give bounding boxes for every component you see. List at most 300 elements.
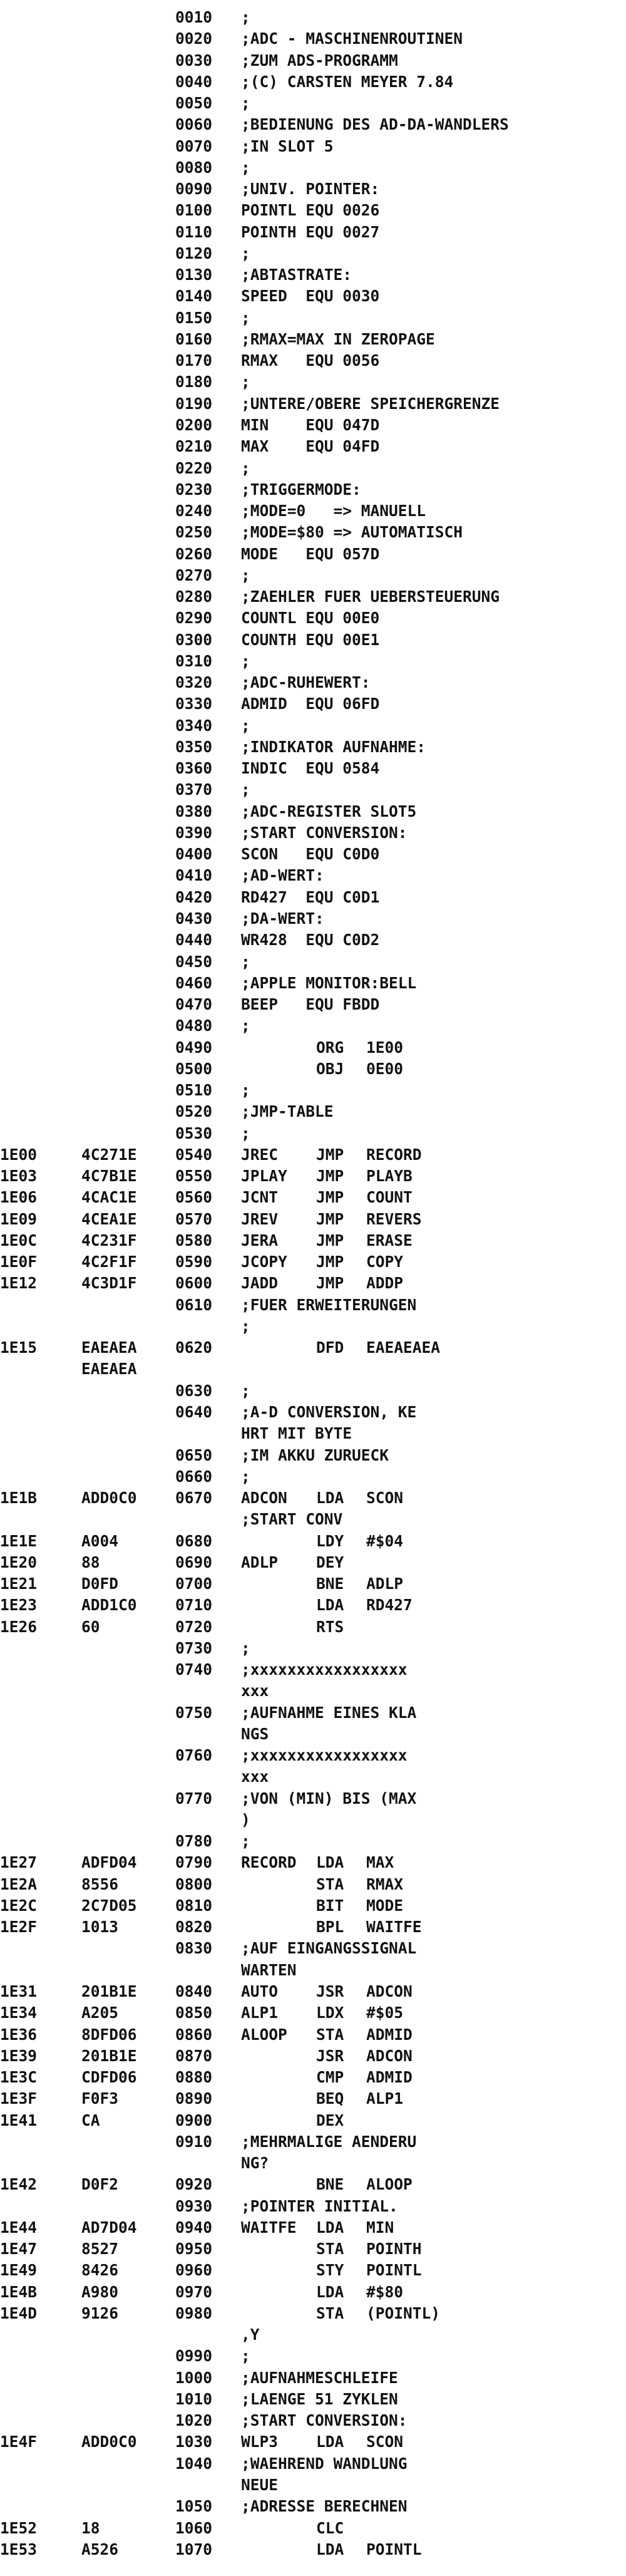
hex-bytes: 9126 <box>81 2304 119 2322</box>
hex-bytes: ADFD04 <box>81 1853 137 1872</box>
source-text: ; <box>241 1832 250 1851</box>
address: 1E39 <box>0 2046 38 2065</box>
line-number: 0430 <box>175 909 213 928</box>
source-text: HRT MIT BYTE <box>241 1424 352 1443</box>
mnemonic: LDA <box>316 1489 344 1507</box>
listing-line <box>0 2026 626 2044</box>
line-number: 0760 <box>175 1746 213 1765</box>
listing-line <box>0 1489 626 1507</box>
mnemonic: ORG <box>316 1038 344 1057</box>
operand: COPY <box>366 1253 404 1271</box>
listing-line <box>0 438 626 455</box>
hex-bytes: 1013 <box>81 1918 119 1937</box>
address: 1E41 <box>0 2111 38 2129</box>
listing-line <box>0 460 626 477</box>
address: 1E31 <box>0 1982 38 2000</box>
line-number: 0570 <box>175 1209 213 1228</box>
line-number: 0770 <box>175 1789 213 1808</box>
listing-line <box>0 2347 626 2365</box>
hex-bytes: ADD0C0 <box>81 1489 137 1507</box>
source-text: ;MODE=0 => MANUELL <box>241 502 426 520</box>
line-number: 0980 <box>175 2304 213 2322</box>
source-text: COUNTH EQU 00E1 <box>241 630 380 649</box>
hex-bytes: AD7D04 <box>81 2218 137 2237</box>
listing-line <box>0 9 626 26</box>
listing-line <box>0 1167 626 1185</box>
hex-bytes: D0F2 <box>81 2175 119 2194</box>
line-number: 0250 <box>175 523 213 542</box>
listing-line <box>0 2476 626 2494</box>
source-text: ;ADRESSE BERECHNEN <box>241 2497 408 2516</box>
hex-bytes: F0F3 <box>81 2089 119 2108</box>
source-text: ;ADC - MASCHINENROUTINEN <box>241 29 463 48</box>
address: 1E36 <box>0 2025 38 2044</box>
hex-bytes: 4C7B1E <box>81 1167 137 1186</box>
listing-line <box>0 2284 626 2301</box>
mnemonic: DFD <box>316 1338 344 1357</box>
label: AUTO <box>241 1982 279 2000</box>
mnemonic: JMP <box>316 1209 344 1228</box>
listing-line <box>0 717 626 735</box>
operand: MIN <box>366 2218 394 2237</box>
line-number: 0350 <box>175 737 213 756</box>
line-number: 0420 <box>175 887 213 906</box>
line-number: 0010 <box>175 8 213 26</box>
line-number: 0780 <box>175 1832 213 1851</box>
label: WAITFE <box>241 2218 297 2237</box>
listing-line <box>0 975 626 992</box>
operand: #$80 <box>366 2282 404 2301</box>
line-number: 0220 <box>175 458 213 477</box>
line-number: 0130 <box>175 266 213 284</box>
mnemonic: JSR <box>316 2046 344 2065</box>
hex-bytes: 18 <box>81 2518 100 2537</box>
listing-line <box>0 2455 626 2473</box>
listing-line <box>0 760 626 777</box>
mnemonic: CMP <box>316 2068 344 2086</box>
source-text: ; <box>241 651 250 670</box>
line-number: 0670 <box>175 1489 213 1507</box>
mnemonic: BPL <box>316 1918 344 1937</box>
listing-line <box>0 2520 626 2537</box>
listing-line <box>0 2176 626 2193</box>
mnemonic: STA <box>316 2240 344 2258</box>
address: 1E42 <box>0 2175 38 2194</box>
label: ALP1 <box>241 2004 279 2022</box>
listing-line <box>0 1468 626 1486</box>
line-number: 0700 <box>175 1575 213 1593</box>
source-text: ,Y <box>241 2325 260 2344</box>
address: 1E03 <box>0 1167 38 1186</box>
line-number: 0510 <box>175 1081 213 1099</box>
line-number: 1010 <box>175 2389 213 2408</box>
listing-line <box>0 1833 626 1850</box>
source-text: ;START CONVERSION: <box>241 2411 408 2430</box>
line-number: 0970 <box>175 2282 213 2301</box>
line-number: 0960 <box>175 2261 213 2280</box>
hex-bytes: A526 <box>81 2540 119 2558</box>
address: 1E26 <box>0 1617 38 1636</box>
listing-line <box>0 1790 626 1808</box>
address: 1E15 <box>0 1338 38 1357</box>
line-number: 0090 <box>175 180 213 199</box>
line-number: 0470 <box>175 995 213 1013</box>
source-text: ;START CONV <box>241 1510 343 1529</box>
line-number: 0660 <box>175 1467 213 1486</box>
listing-line <box>0 373 626 391</box>
operand: MODE <box>366 1896 404 1915</box>
address: 1E4F <box>0 2433 38 2451</box>
address: 1E09 <box>0 1209 38 1228</box>
listing-line <box>0 1575 626 1593</box>
mnemonic: LDA <box>316 2433 344 2451</box>
line-number: 0580 <box>175 1231 213 1249</box>
listing-line <box>0 2112 626 2129</box>
operand: ADCON <box>366 2046 413 2065</box>
operand: ADLP <box>366 1575 404 1593</box>
mnemonic: JMP <box>316 1253 344 1271</box>
listing-line <box>0 159 626 177</box>
hex-bytes: 8DFD06 <box>81 2025 137 2044</box>
source-text: MODE EQU 057D <box>241 544 380 563</box>
listing-line <box>0 588 626 606</box>
mnemonic: JSR <box>316 1982 344 2000</box>
line-number: 0490 <box>175 1038 213 1057</box>
listing-line <box>0 1017 626 1035</box>
mnemonic: JMP <box>316 1167 344 1186</box>
hex-bytes: EAEAEA <box>81 1338 137 1357</box>
line-number: 0540 <box>175 1145 213 1164</box>
line-number: 0870 <box>175 2046 213 2065</box>
listing-line <box>0 1640 626 1657</box>
source-text: INDIC EQU 0584 <box>241 759 380 778</box>
listing-line <box>0 1360 626 1378</box>
line-number: 0790 <box>175 1853 213 1872</box>
address: 1E2F <box>0 1918 38 1937</box>
line-number: 1000 <box>175 2368 213 2387</box>
listing-line <box>0 2326 626 2344</box>
hex-bytes: 4C271E <box>81 1145 137 1164</box>
source-text: RD427 EQU C0D1 <box>241 887 380 906</box>
listing-line <box>0 803 626 820</box>
listing-line <box>0 1082 626 1099</box>
listing-line <box>0 266 626 284</box>
listing-line <box>0 1275 626 1292</box>
hex-bytes: 88 <box>81 1553 100 1571</box>
listing-line <box>0 2391 626 2408</box>
hex-bytes: 60 <box>81 1617 100 1636</box>
address: 1E4D <box>0 2304 38 2322</box>
line-number: 0060 <box>175 115 213 134</box>
listing-line <box>0 1125 626 1142</box>
listing-line <box>0 331 626 348</box>
mnemonic: LDA <box>316 1853 344 1872</box>
source-text: ;UNIV. POINTER: <box>241 180 380 199</box>
line-number: 0680 <box>175 1531 213 1550</box>
hex-bytes: EAEAEA <box>81 1360 137 1379</box>
label: JREV <box>241 1209 279 1228</box>
address: 1E52 <box>0 2518 38 2537</box>
line-number: 0520 <box>175 1102 213 1121</box>
operand: ADMID <box>366 2068 413 2086</box>
line-number: 1070 <box>175 2540 213 2558</box>
hex-bytes: 4C2F1F <box>81 1253 137 1271</box>
source-text: ;ABTASTRATE: <box>241 266 352 284</box>
source-text: ; <box>241 1081 250 1099</box>
source-text: ; <box>241 1638 250 1657</box>
listing-line <box>0 2133 626 2151</box>
mnemonic: STA <box>316 1875 344 1893</box>
line-number: 0320 <box>175 673 213 692</box>
address: 1E2C <box>0 1896 38 1915</box>
line-number: 0150 <box>175 308 213 327</box>
listing-line <box>0 395 626 413</box>
source-text: ;TRIGGERMODE: <box>241 480 361 499</box>
source-text: ;ZUM ADS-PROGRAMM <box>241 51 398 70</box>
line-number: 0810 <box>175 1896 213 1915</box>
line-number: 0590 <box>175 1253 213 1271</box>
address: 1E20 <box>0 1553 38 1571</box>
hex-bytes: 4C231F <box>81 1231 137 1249</box>
line-number: 0800 <box>175 1875 213 1893</box>
line-number: 0930 <box>175 2196 213 2215</box>
listing-line <box>0 1189 626 1206</box>
line-number: 0920 <box>175 2175 213 2194</box>
listing-line <box>0 180 626 198</box>
listing-line <box>0 996 626 1013</box>
hex-bytes: 8556 <box>81 1875 119 1893</box>
hex-bytes: 201B1E <box>81 2046 137 2065</box>
label: JCNT <box>241 1188 279 1207</box>
line-number: 0560 <box>175 1188 213 1207</box>
source-text: ; <box>241 1016 250 1035</box>
source-text: ;LAENGE 51 ZYKLEN <box>241 2389 398 2408</box>
line-number: 0160 <box>175 329 213 348</box>
line-number: 0200 <box>175 415 213 434</box>
line-number: 0100 <box>175 201 213 220</box>
line-number: 0370 <box>175 780 213 799</box>
source-text: ;xxxxxxxxxxxxxxxxx <box>241 1660 408 1679</box>
address: 1E1B <box>0 1489 38 1507</box>
line-number: 0040 <box>175 72 213 91</box>
label: JPLAY <box>241 1167 287 1186</box>
source-text: SPEED EQU 0030 <box>241 287 380 306</box>
line-number: 0280 <box>175 587 213 606</box>
line-number: 0710 <box>175 1596 213 1615</box>
source-text: ; <box>241 1381 250 1400</box>
source-text: MIN EQU 047D <box>241 415 380 434</box>
listing-line <box>0 2433 626 2451</box>
address: 1E0C <box>0 1231 38 1249</box>
mnemonic: OBJ <box>316 1059 344 1078</box>
listing-line <box>0 116 626 133</box>
source-text: ;MEHRMALIGE AENDERU <box>241 2132 417 2151</box>
line-number: 0610 <box>175 1295 213 1314</box>
source-text: ; <box>241 780 250 799</box>
label: JCOPY <box>241 1253 287 1271</box>
line-number: 0880 <box>175 2068 213 2086</box>
listing-line <box>0 2305 626 2322</box>
line-number: 0390 <box>175 823 213 842</box>
listing-line <box>0 1854 626 1871</box>
source-text: ; <box>241 1467 250 1486</box>
listing-line <box>0 910 626 928</box>
address: 1E4B <box>0 2282 38 2301</box>
listing-line <box>0 202 626 219</box>
line-number: 0110 <box>175 222 213 241</box>
line-number: 0480 <box>175 1016 213 1035</box>
operand: RECORD <box>366 1145 422 1164</box>
address: 1E0F <box>0 1253 38 1271</box>
mnemonic: DEY <box>316 1553 344 1571</box>
operand: ADCON <box>366 1982 413 2000</box>
line-number: 0550 <box>175 1167 213 1186</box>
source-text: NG? <box>241 2154 269 2173</box>
source-text: ;xxxxxxxxxxxxxxxxx <box>241 1746 408 1765</box>
address: 1E49 <box>0 2261 38 2280</box>
line-number: 0630 <box>175 1381 213 1400</box>
listing-line <box>0 2262 626 2279</box>
listing-line <box>0 1318 626 1335</box>
listing-line <box>0 1060 626 1078</box>
listing-line <box>0 931 626 949</box>
listing-line <box>0 2541 626 2558</box>
source-text: ;(C) CARSTEN MEYER 7.84 <box>241 72 454 91</box>
source-text: ;ZAEHLER FUER UEBERSTEUERUNG <box>241 587 500 606</box>
source-text: POINTH EQU 0027 <box>241 222 380 241</box>
operand: 0E00 <box>366 1059 404 1078</box>
listing-line <box>0 1897 626 1915</box>
listing-line <box>0 546 626 563</box>
line-number: 0750 <box>175 1703 213 1722</box>
line-number: 0730 <box>175 1638 213 1657</box>
address: 1E1E <box>0 1531 38 1550</box>
operand: RD427 <box>366 1596 413 1615</box>
hex-bytes: 4CAC1E <box>81 1188 137 1207</box>
line-number: 0300 <box>175 630 213 649</box>
listing-line <box>0 953 626 971</box>
mnemonic: LDA <box>316 2540 344 2558</box>
line-number: 0830 <box>175 1939 213 1958</box>
operand: #$05 <box>366 2004 404 2022</box>
line-number: 0950 <box>175 2240 213 2258</box>
listing-line <box>0 2369 626 2387</box>
address: 1E53 <box>0 2540 38 2558</box>
listing-line <box>0 1253 626 1271</box>
listing-line <box>0 30 626 48</box>
listing-line <box>0 867 626 884</box>
source-text: POINTL EQU 0026 <box>241 201 380 220</box>
operand: SCON <box>366 1489 404 1507</box>
line-number: 0080 <box>175 158 213 177</box>
hex-bytes: 8527 <box>81 2240 119 2258</box>
operand: MAX <box>366 1853 394 1872</box>
source-text: ;VON (MIN) BIS (MAX <box>241 1789 417 1808</box>
mnemonic: JMP <box>316 1274 344 1293</box>
line-number: 0070 <box>175 137 213 155</box>
source-text: ;A-D CONVERSION, KE <box>241 1402 417 1421</box>
listing-line <box>0 695 626 713</box>
label: ALOOP <box>241 2025 287 2044</box>
line-number: 0190 <box>175 394 213 413</box>
line-number: 0410 <box>175 866 213 885</box>
line-number: 0180 <box>175 373 213 391</box>
mnemonic: BIT <box>316 1896 344 1915</box>
hex-bytes: D0FD <box>81 1575 119 1593</box>
operand: SCON <box>366 2433 404 2451</box>
source-text: WR428 EQU C0D2 <box>241 931 380 949</box>
line-number: 0020 <box>175 29 213 48</box>
label: WLP3 <box>241 2433 279 2451</box>
source-text: SCON EQU C0D0 <box>241 845 380 864</box>
hex-bytes: CDFD06 <box>81 2068 137 2086</box>
listing-line <box>0 502 626 520</box>
listing-line <box>0 1554 626 1571</box>
line-number: 0620 <box>175 1338 213 1357</box>
line-number: 0940 <box>175 2218 213 2237</box>
line-number: 0460 <box>175 973 213 992</box>
mnemonic: BNE <box>316 2175 344 2194</box>
mnemonic: BEQ <box>316 2089 344 2108</box>
source-text: ;JMP-TABLE <box>241 1102 334 1121</box>
source-text: ;POINTER INITIAL. <box>241 2196 398 2215</box>
label: JADD <box>241 1274 279 1293</box>
listing-line <box>0 287 626 305</box>
source-text: xxx <box>241 1767 269 1786</box>
listing-line <box>0 2069 626 2086</box>
mnemonic: LDX <box>316 2004 344 2022</box>
listing-line <box>0 674 626 691</box>
address: 1E2A <box>0 1875 38 1893</box>
mnemonic: JMP <box>316 1231 344 1249</box>
listing-line <box>0 2498 626 2515</box>
line-number: 0500 <box>175 1059 213 1078</box>
source-text: ;AUF EINGANGSSIGNAL <box>241 1939 417 1958</box>
listing-line <box>0 2412 626 2429</box>
listing-line <box>0 352 626 370</box>
address: 1E27 <box>0 1853 38 1872</box>
listing-line <box>0 846 626 863</box>
line-number: 0860 <box>175 2025 213 2044</box>
line-number: 0170 <box>175 351 213 370</box>
listing-line <box>0 52 626 70</box>
listing-line <box>0 224 626 241</box>
listing-line <box>0 653 626 670</box>
line-number: 0360 <box>175 759 213 778</box>
line-number: 0530 <box>175 1124 213 1142</box>
operand: PLAYB <box>366 1167 413 1186</box>
operand: WAITFE <box>366 1918 422 1937</box>
source-text: ;ADC-REGISTER SLOT5 <box>241 802 417 820</box>
operand: RMAX <box>366 1875 404 1893</box>
source-text: ; <box>241 2347 250 2366</box>
line-number: 0270 <box>175 566 213 584</box>
operand: COUNT <box>366 1188 413 1207</box>
address: 1E3F <box>0 2089 38 2108</box>
listing-line <box>0 889 626 906</box>
label: RECORD <box>241 1853 297 1872</box>
operand: ADDP <box>366 1274 404 1293</box>
source-text: BEEP EQU FBDD <box>241 995 380 1013</box>
source-text: ;AUFNAHME EINES KLA <box>241 1703 417 1722</box>
line-number: 0650 <box>175 1446 213 1464</box>
mnemonic: BNE <box>316 1575 344 1593</box>
mnemonic: DEX <box>316 2111 344 2129</box>
source-text: ;DA-WERT: <box>241 909 324 928</box>
listing-line <box>0 309 626 327</box>
listing-line <box>0 1382 626 1400</box>
line-number: 1030 <box>175 2433 213 2451</box>
